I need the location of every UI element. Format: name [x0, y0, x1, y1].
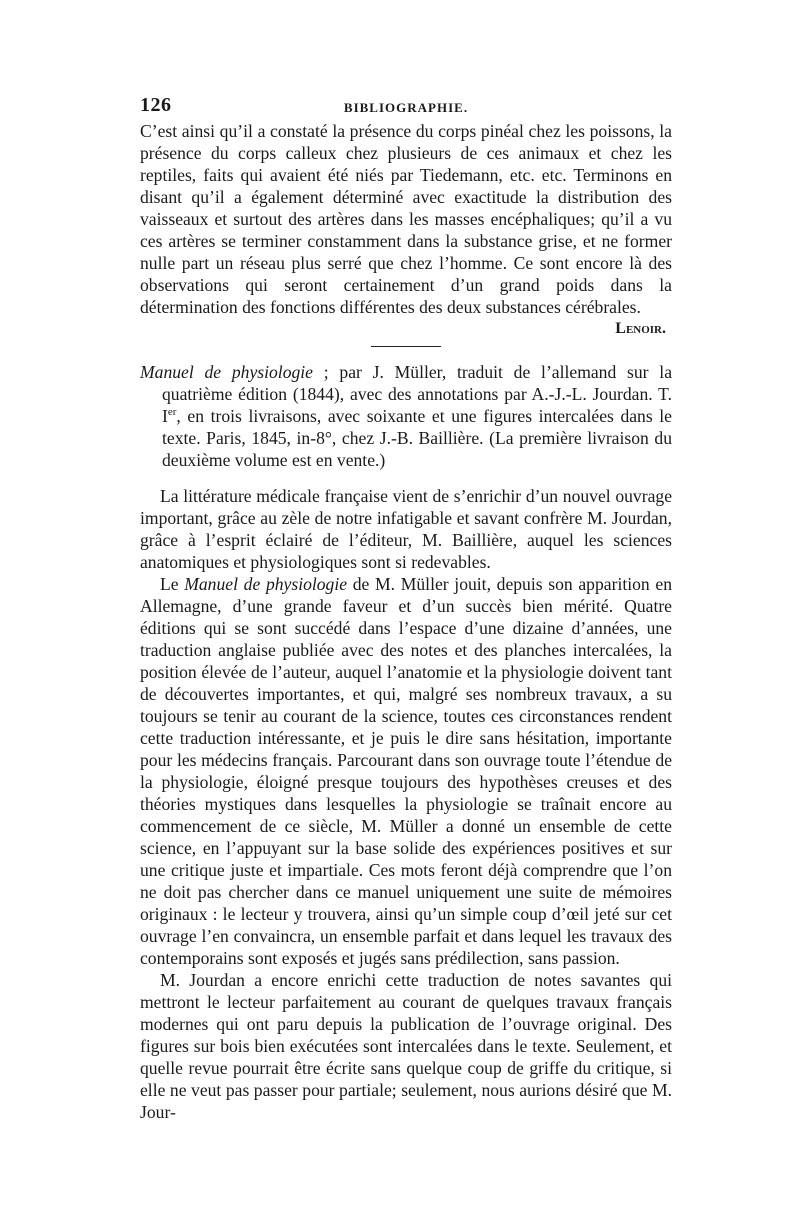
page-number: 126	[140, 94, 172, 116]
review-heading-text	[140, 361, 672, 471]
review-heading	[140, 361, 672, 471]
body-paragraph-3: M. Jourdan a encore enrichi cette traduction de notes savantes qui mettront le lecteur parfaitement au courant de quelques travaux français modernes qui ont paru depuis la publication de l’ouvrage original. Des figures sur bois bien exécutées sont intercalées dans le texte. Seulement, et quelle revue pourrait être écrite sans quelque coup de griffe du critique, si elle ne veut pas passer pour partiale; seulement, nous aurions désiré que M. Jour-	[140, 970, 672, 1122]
author-signature: Lenoir.	[615, 320, 666, 337]
book-title: Manuel de physiologie	[140, 362, 313, 382]
bibliographic-details-end: , en trois livraisons, avec soixante et une figures intercalées dans le texte. Paris, 1845, in-8°, chez J.-B. Baillière. (La première livraison du deuxième volume est en vente.)	[162, 406, 672, 470]
intro-paragraph: C’est ainsi qu’il a constaté la présence du corps pinéal chez les poissons, la présence du corps calleux chez plusieurs de ces animaux et chez les reptiles, faits qui avaient été niés par Tiedemann, etc. etc. Terminons en disant qu’il a également déterminé avec exactitude la distribution des vaisseaux et surtout des artères dans les masses encéphaliques; qu’il a vu ces artères se terminer constamment dans la substance grise, et ne former nulle part un réseau plus serré que chez l’homme. Ce sont encore là des observations qui seront certainement d’un grand poids dans la détermination des fonctions différentes des deux substances cérébrales.	[140, 121, 672, 317]
volume-superscript: er	[167, 406, 177, 419]
paragraph-2-text: de M. Müller jouit, depuis son apparition en Allemagne, d’une grande faveur et d’un succès bien mérité. Quatre éditions qui se sont succédé dans l’espace d’une dizaine d’années, une traduction anglaise publiée avec des notes et des planches intercalées, la position élevée de l’auteur, auquel l’anatomie et la physiologie doivent tant de découvertes importantes, et qui, malgré ses nombreux travaux, a su toujours se tenir au courant de la science, toutes ces circonstances rendent cette traduction intéressante, et je puis le dire sans hésitation, importante pour les médecins français. Parcourant dans son ouvrage toute l’étendue de la physiologie, éloigné presque toujours des hypothèses creuses et des théories mystiques dans lesquelles la physiologie se traînait encore au commencement de ce siècle, M. Müller a donné un ensemble de cette science, en l’appuyant sur la base solide des expériences positives et sur une critique juste et impartiale. Ces mots feront déjà comprendre que l’on ne doit pas chercher dans ce manuel uniquement une suite de mémoires originaux : le lecteur y trouvera, ainsi qu’un simple coup d’œil jeté sur cet ouvrage l’en convaincra, un ensemble parfait et dans lequel les travaux des contemporains sont exposés et jugés sans prédilection, sans passion.	[140, 574, 672, 968]
section-title: BIBLIOGRAPHIE.	[343, 100, 469, 115]
section-divider	[371, 346, 441, 347]
body-paragraph-1: La littérature médicale française vient de s’enrichir d’un nouvel ouvrage important, grâce au zèle de notre infatigable et savant confrère M. Jourdan, grâce à l’esprit éclairé de l’éditeur, M. Baillière, auquel les sciences anatomiques et physiologiques sont si redevables.	[140, 486, 672, 572]
body-paragraph-2	[140, 573, 672, 969]
bibliographic-details: par J. Müller, traduit de l’allemand sur la quatrième édition (1844), avec des annotations par A.-J.-L. Jourdan. T. I	[162, 362, 673, 426]
book-title-separator: ;	[313, 362, 340, 382]
book-page	[140, 94, 672, 1123]
paragraph-2-prefix: Le	[160, 574, 185, 594]
paragraph-2-book-title: Manuel de physiologie	[184, 574, 348, 594]
running-head	[140, 94, 672, 120]
